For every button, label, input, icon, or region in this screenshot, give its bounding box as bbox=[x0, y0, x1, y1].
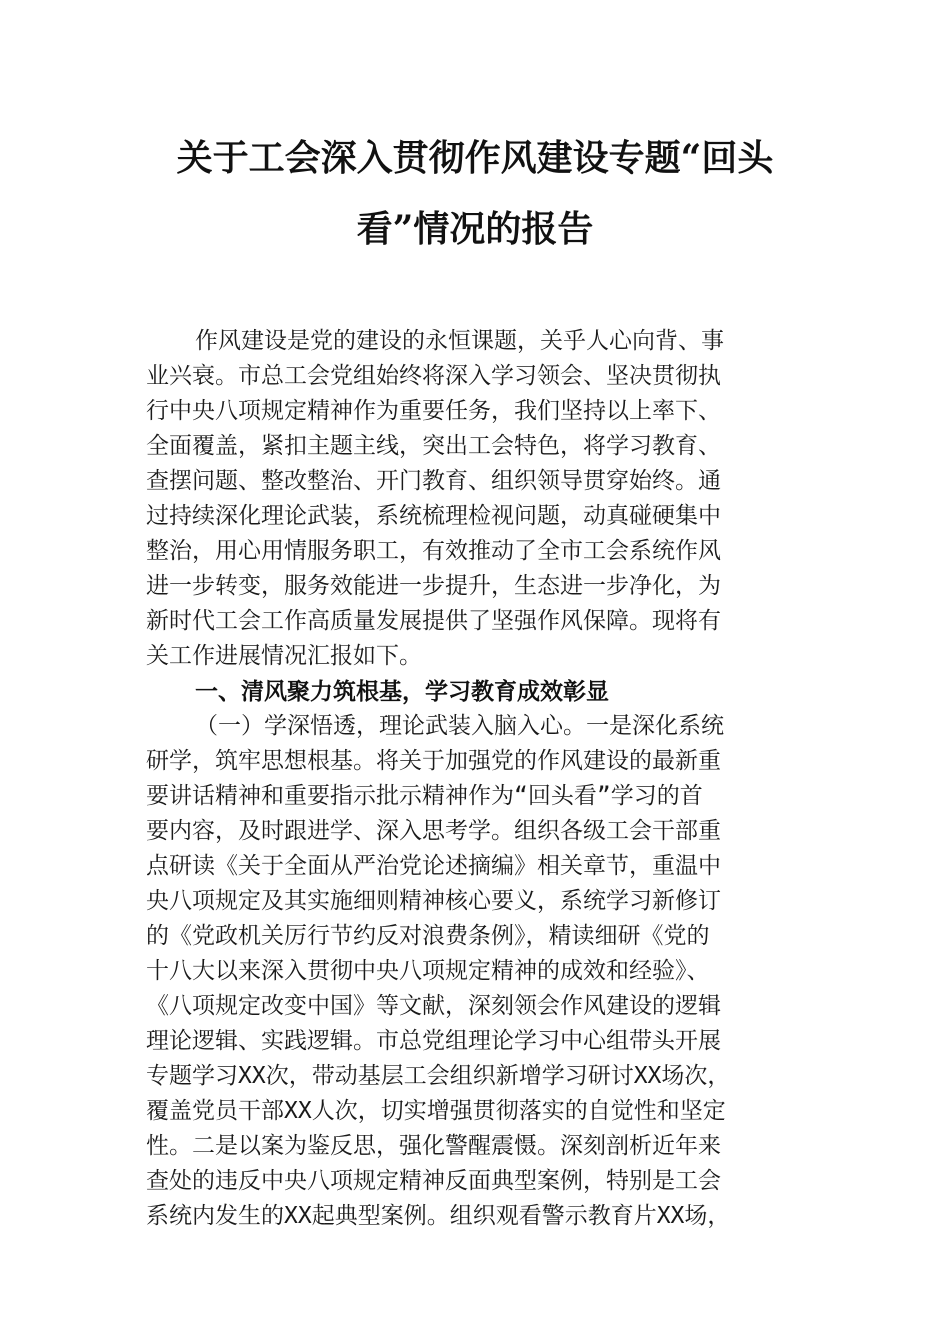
paragraph-text: 要内容，及时跟进学、深入思考学。组织各级工会干部重 bbox=[146, 818, 721, 844]
paragraph-text: 整治，用心用情服务职工，有效推动了全市工会系统作风 bbox=[146, 538, 721, 564]
paragraph-text: 业兴衰。市总工会党组始终将深入学习领会、坚决贯彻执 bbox=[146, 363, 721, 389]
paragraph-text: 进一步转变，服务效能进一步提升，生态进一步净化，为 bbox=[146, 573, 721, 599]
paragraph-text: 的《党政机关厉行节约反对浪费条例》，精读细研《党的 bbox=[146, 923, 710, 949]
paragraph-text: 过持续深化理论武装，系统梳理检视问题，动真碰硬集中 bbox=[146, 503, 721, 529]
paragraph-text: 专题学习XX次，带动基层工会组织新增学习研讨XX场次， bbox=[146, 1063, 731, 1089]
paragraph-text: 全面覆盖，紧扣主题主线，突出工会特色，将学习教育、 bbox=[146, 433, 721, 459]
paragraph-text: 系统内发生的XX起典型案例。组织观看警示教育片XX场， bbox=[146, 1203, 731, 1229]
paragraph-text: 要讲话精神和重要指示批示精神作为“回头看”学习的首 bbox=[146, 783, 703, 809]
paragraph-text: 央八项规定及其实施细则精神核心要义，系统学习新修订 bbox=[146, 888, 721, 914]
paragraph-text: 作风建设是党的建设的永恒课题，关乎人心向背、事 bbox=[195, 328, 724, 354]
paragraph-text: 十八大以来深入贯彻中央八项规定精神的成效和经验》、 bbox=[146, 958, 710, 984]
paragraph-text: 覆盖党员干部XX人次，切实增强贯彻落实的自觉性和坚定 bbox=[146, 1098, 726, 1124]
paragraph-text: 查处的违反中央八项规定精神反面典型案例，特别是工会 bbox=[146, 1168, 721, 1194]
paragraph-text: 点研读《关于全面从严治党论述摘编》相关章节，重温中 bbox=[146, 853, 721, 879]
paragraph-text: （一）学深悟透，理论武装入脑入心。一是深化系统 bbox=[195, 713, 724, 739]
paragraph-text: 新时代工会工作高质量发展提供了坚强作风保障。现将有 bbox=[146, 608, 721, 634]
paragraph-text: 理论逻辑、实践逻辑。市总党组理论学习中心组带头开展 bbox=[146, 1028, 721, 1054]
document-title-line-1: 关于工会深入贯彻作风建设专题“回头 bbox=[176, 137, 774, 179]
document-title-line-2: 看”情况的报告 bbox=[356, 208, 594, 250]
paragraph-text: 关工作进展情况汇报如下。 bbox=[146, 643, 422, 669]
paragraph-text: 查摆问题、整改整治、开门教育、组织领导贯穿始终。通 bbox=[146, 468, 721, 494]
paragraph-text: 研学，筑牢思想根基。将关于加强党的作风建设的最新重 bbox=[146, 748, 721, 774]
paragraph-text: 行中央八项规定精神作为重要任务，我们坚持以上率下、 bbox=[146, 398, 721, 424]
paragraph-text: 性。二是以案为鉴反思，强化警醒震慑。深刻剖析近年来 bbox=[146, 1133, 721, 1159]
section-heading: 一、清风聚力筑根基，学习教育成效彰显 bbox=[195, 679, 609, 705]
paragraph-text: 《八项规定改变中国》等文献，深刻领会作风建设的逻辑 bbox=[146, 993, 721, 1019]
